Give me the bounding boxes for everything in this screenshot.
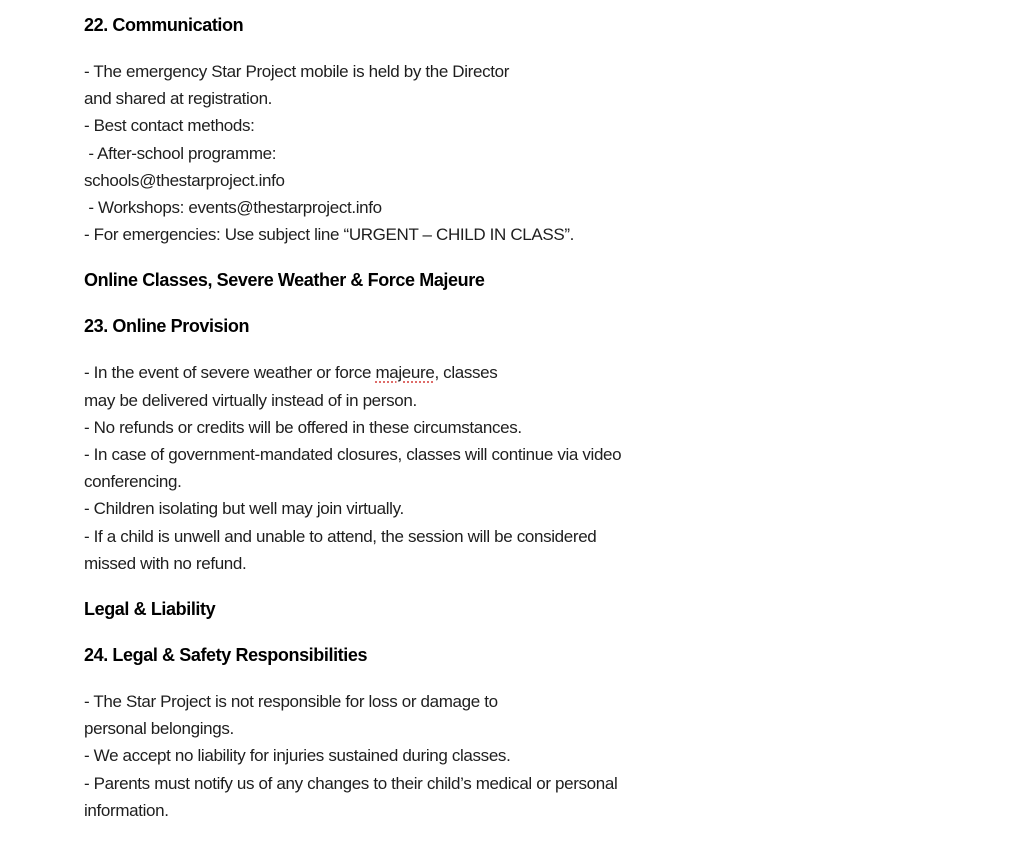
heading-legal-liability: Legal & Liability (84, 599, 216, 620)
text-line: personal belongings. (84, 719, 234, 739)
text-line: - Best contact methods: (84, 116, 255, 136)
text-line: - The Star Project is not responsible for loss or damage to (84, 692, 498, 712)
text-line: - We accept no liability for injuries sustained during classes. (84, 746, 511, 766)
text-line: - If a child is unwell and unable to attend, the session will be considered (84, 526, 597, 546)
text-line: - In case of government-mandated closures, classes will continue via video (84, 445, 622, 465)
email-schools: schools@thestarproject.info (84, 170, 285, 190)
text-line: - Children isolating but well may join virtually. (84, 499, 404, 519)
heading-online-provision: 23. Online Provision (84, 316, 250, 337)
text-line: may be delivered virtually instead of in person. (84, 390, 417, 410)
document-body (84, 12, 684, 843)
spellcheck-flagged-word[interactable]: majeure (375, 363, 435, 383)
text-line: - No refunds or credits will be offered in these circumstances. (84, 417, 522, 437)
communication-paragraph (84, 58, 684, 248)
heading-communication: 22. Communication (84, 15, 244, 35)
text-line: - For emergencies: Use subject line “URGENT – CHILD IN CLASS”. (84, 225, 575, 245)
text-fragment: - In the event of severe weather or force (84, 363, 376, 383)
text-line: conferencing. (84, 472, 182, 492)
heading-legal-safety: 24. Legal & Safety Responsibilities (84, 645, 368, 666)
text-line: information. (84, 800, 169, 820)
text-line: - Parents must notify us of any changes to their child’s medical or personal (84, 773, 618, 793)
heading-online-classes: Online Classes, Severe Weather & Force Majeure (84, 270, 485, 291)
text-line: and shared at registration. (84, 89, 273, 109)
text-line: - After-school programme: (84, 143, 277, 163)
text-line: - The emergency Star Project mobile is held by the Director (84, 62, 510, 81)
text-line (84, 359, 684, 386)
online-provision-paragraph (84, 359, 684, 577)
legal-safety-paragraph (84, 688, 684, 824)
text-line: missed with no refund. (84, 553, 247, 573)
text-fragment: , classes (434, 363, 498, 383)
text-line: - Workshops: events@thestarproject.info (84, 198, 382, 218)
